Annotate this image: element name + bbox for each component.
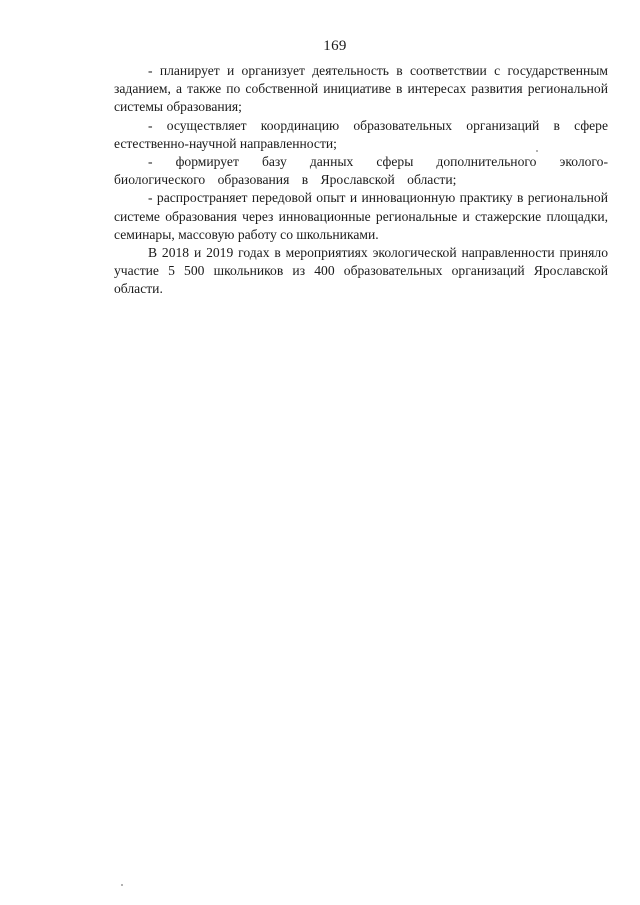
paragraph-database: - формирует базу данных сферы дополнительного эколого-биологического образования в Ярославской области;	[114, 154, 608, 188]
document-body	[114, 62, 608, 299]
paragraph-participation: В 2018 и 2019 годах в мероприятиях экологической направленности приняло участие 5 500 школьников из 400 образовательных организаций Ярославской области.	[114, 245, 608, 297]
page-number: 169	[323, 38, 347, 54]
scan-speck	[121, 884, 123, 886]
paragraph-experience: - распространяет передовой опыт и инновационную практику в региональной системе образования через инновационные региональные и стажерские площадки, семинары, массовую работу со школьниками.	[114, 190, 608, 242]
scan-speck	[536, 150, 538, 152]
paragraph-coordination: - осуществляет координацию образовательных организаций в сфере естественно-научной направленности;	[114, 117, 608, 151]
paragraph-plans: - планирует и организует деятельность в соответствии с государственным заданием, а также по собственной инициативе в интересах развития региональной системы образования;	[114, 63, 608, 115]
